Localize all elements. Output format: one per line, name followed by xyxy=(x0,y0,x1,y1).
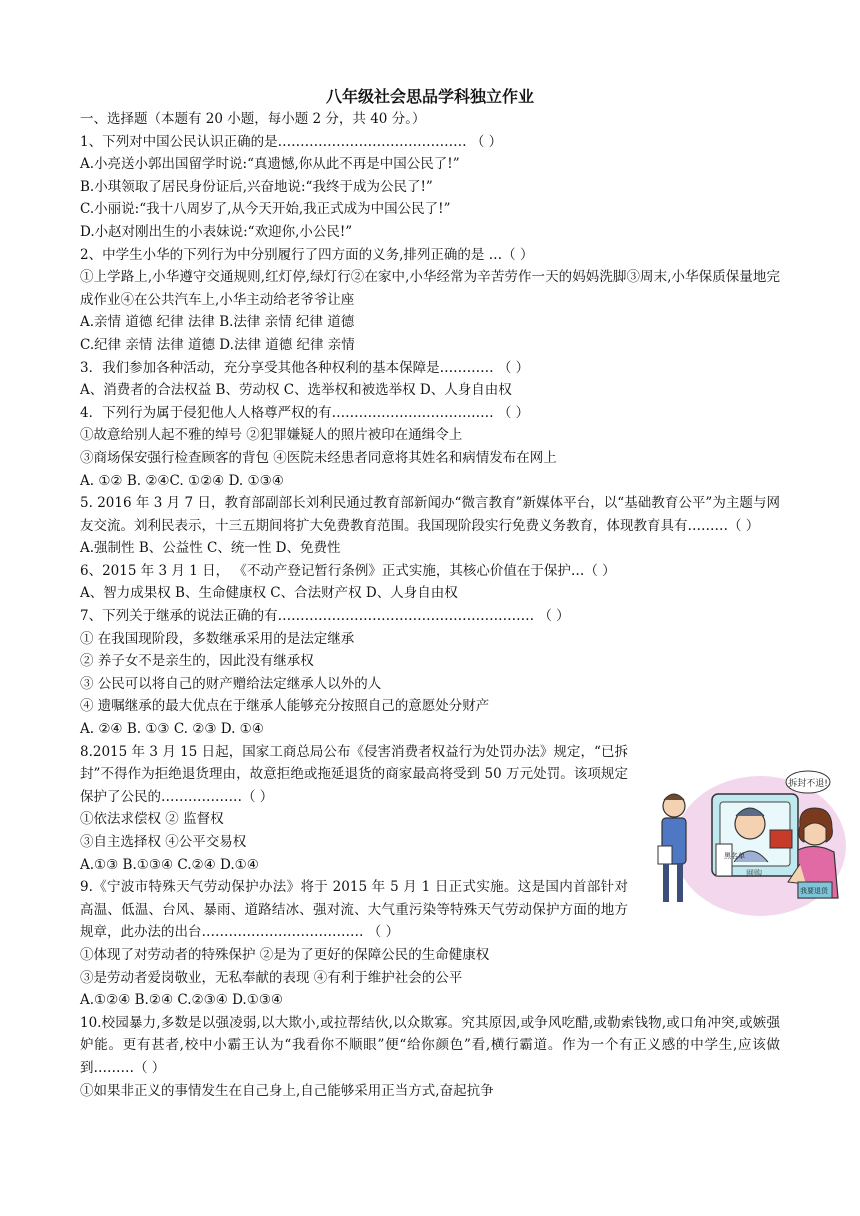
statement-line: ③自主选择权 ④公平交易权 xyxy=(80,834,247,850)
question-1: 1、下列对中国公民认识正确的是…………………………………… （ ） xyxy=(80,133,503,150)
question-6: 6、2015 年 3 月 1 日， 《不动产登记暂行条例》正式实施，其核心价值在于保护…（ ） xyxy=(80,562,616,579)
option-line: D.小赵对刚出生的小表妹说:“欢迎你,小公民!” xyxy=(80,223,353,240)
statement-line: ①如果非正义的事情发生在自己身上,自己能够采用正当方式,奋起抗争 xyxy=(80,1082,494,1099)
option-line: A.亲情 道德 纪律 法律 B.法律 亲情 纪律 道德 xyxy=(80,314,355,331)
statement-line: ④ 遗嘱继承的最大优点在于继承人能够充分按照自己的意愿处分财产 xyxy=(80,698,490,715)
document-body xyxy=(80,108,780,1102)
question-3: 3．我们参加各种活动，充分享受其他各种权利的基本保障是………… （ ） xyxy=(80,359,530,376)
cartoon-speech-label: 拆封不退! xyxy=(788,779,828,789)
option-line: C.小丽说:“我十八周岁了,从今天开始,我正式成为中国公民了!” xyxy=(80,201,451,218)
option-line: A.①②④ B.②④ C.②③④ D.①③④ xyxy=(80,992,284,1009)
statement-line: ② 养子女不是亲生的，因此没有继承权 xyxy=(80,653,314,670)
option-line: A.强制性 B、公益性 C、统一性 D、免费性 xyxy=(80,540,341,557)
option-line: B.小琪领取了居民身份证后,兴奋地说:“我终于成为公民了!” xyxy=(80,178,433,195)
question-9: 9.《宁波市特殊天气劳动保护办法》将于 2015 年 5 月 1 日正式实施。这是国内首部针对高温、低温、台风、暴雨、道路结冰、强对流、大气重污染等特殊天气劳动保护方面的地方规章，此办法的出台……………………………… （ ） xyxy=(80,879,628,941)
question-8: 8.2015 年 3 月 15 日起，国家工商总局公布《侵害消费者权益行为处罚办法》规定，“已拆封”不得作为拒绝退货理由，故意拒绝或拖延退货的商家最高将受到 50 万元处罚。该项规定保护了公民的………………（ ） xyxy=(80,743,628,805)
document-title: 八年级社会思品学科独立作业 xyxy=(325,87,534,106)
cartoon-screen-label: 网购 xyxy=(746,869,762,878)
question-2-statements: ①上学路上,小华遵守交通规则,红灯停,绿灯行②在家中,小华经常为辛苦劳作一天的妈妈洗脚③周末,小华保质保量地完成作业④在公共汽车上,小华主动给老爷爷让座 xyxy=(80,269,780,308)
option-line: A、智力成果权 B、生命健康权 C、合法财产权 D、人身自由权 xyxy=(80,585,458,602)
question-2: 2、中学生小华的下列行为中分别履行了四方面的义务,排列正确的是 …（ ） xyxy=(80,246,534,263)
option-line: A.小亮送小郭出国留学时说:“真遗憾,你从此不再是中国公民了!” xyxy=(80,156,460,173)
option-line: A、消费者的合法权益 B、劳动权 C、选举权和被选举权 D、人身自由权 xyxy=(80,382,512,399)
question-5: 5. 2016 年 3 月 7 日，教育部副部长刘利民通过教育部新闻办“微言教育”新媒体平台，以“基础教育公平”为主题与网友交流。刘利民表示，十三五期间将扩大免费教育范围。我国现阶段实行免费义务教育，体现教育具有………（ ） xyxy=(80,495,780,534)
question-10: 10.校园暴力,多数是以强凌弱,以大欺小,或拉帮结伙,以众欺寡。究其原因,或争风吃醋,或勒索钱物,或口角冲突,或嫉强妒能。更有甚者,校中小霸王认为“我看你不顺眼”便“给你颜色”看,横行霸道。作为一个有正义感的中学生,应该做到………（ ） xyxy=(80,1014,780,1076)
statement-line: ①体现了对劳动者的特殊保护 ②是为了更好的保障公民的生命健康权 xyxy=(80,946,490,963)
cartoon-illustration xyxy=(650,766,846,926)
statement-line: ③是劳动者爱岗敬业，无私奉献的表现 ④有利于维护社会的公平 xyxy=(80,969,463,986)
section-heading: 一、选择题（本题有 20 小题，每小题 2 分，共 40 分。） xyxy=(80,111,426,127)
statement-line: ①故意给别人起不雅的绰号 ②犯罪嫌疑人的照片被印在通缉令上 xyxy=(80,427,463,444)
statement-line: ①依法求偿权 ② 监督权 xyxy=(80,811,224,828)
statement-line: ③ 公民可以将自己的财产赠给法定继承人以外的人 xyxy=(80,675,382,692)
cartoon-return-label: 我要退货 xyxy=(800,887,828,895)
option-line: A.①③ B.①③④ C.②④ D.①④ xyxy=(80,856,259,873)
question-4: 4．下列行为属于侵犯他人人格尊严权的有……………………………… （ ） xyxy=(80,404,530,421)
question-7: 7、下列关于继承的说法正确的有………………………………………………… （ ） xyxy=(80,608,570,625)
statement-line: ③商场保安强行检查顾客的背包 ④医院未经患者同意将其姓名和病情发布在网上 xyxy=(80,449,557,466)
option-line: C.纪律 亲情 法律 道德 D.法律 道德 纪律 亲情 xyxy=(80,336,355,353)
option-line: A. ①② B. ②④C. ①②④ D. ①③④ xyxy=(80,472,284,489)
option-line: A. ②④ B. ①③ C. ②③ D. ①④ xyxy=(80,721,264,738)
statement-line: ① 在我国现阶段，多数继承采用的是法定继承 xyxy=(80,630,355,647)
cartoon-blacklist-label: 黑名单 xyxy=(724,852,745,860)
